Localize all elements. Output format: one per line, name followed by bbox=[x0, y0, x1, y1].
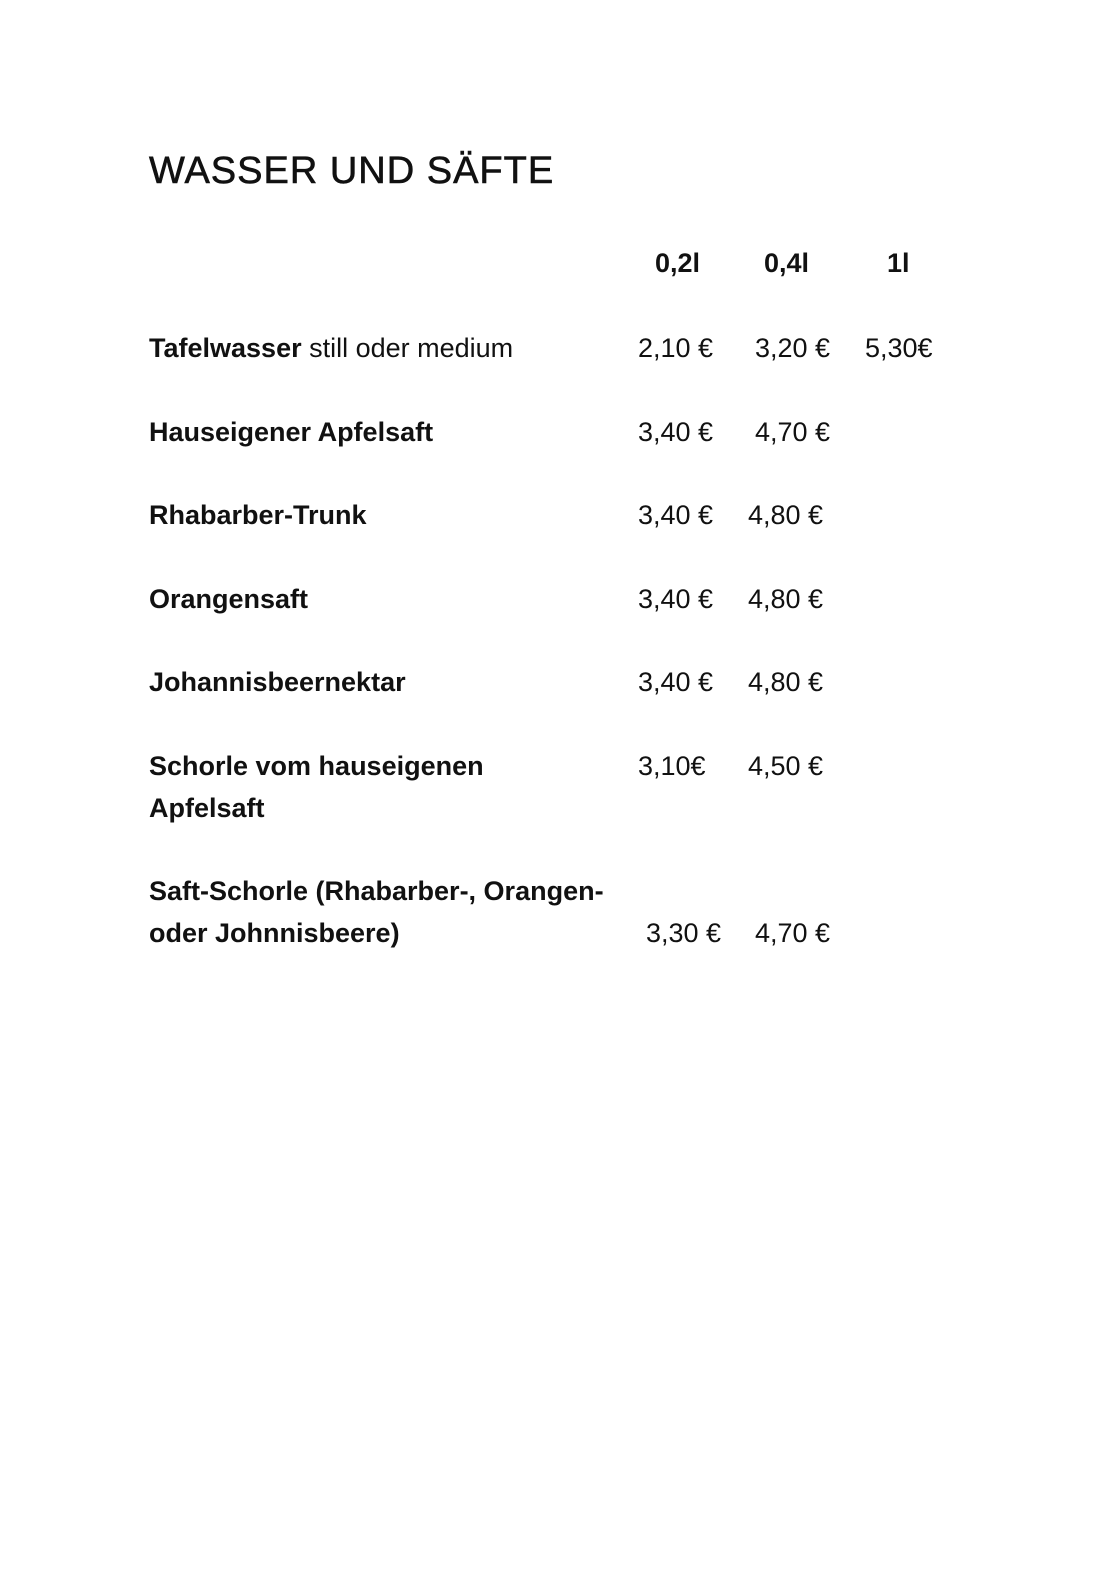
price-0-4l: 4,70 € bbox=[755, 417, 831, 447]
menu-item-orangensaft bbox=[149, 578, 308, 620]
item-name-line: oder Johnnisbeere) bbox=[149, 918, 400, 948]
menu-item-saft-schorle bbox=[149, 870, 604, 954]
price-0-2l: 3,40 € bbox=[638, 500, 714, 530]
item-name-line: Apfelsaft bbox=[149, 793, 265, 823]
price-0-4l: 4,80 € bbox=[748, 667, 824, 697]
menu-item-tafelwasser bbox=[149, 327, 513, 369]
item-name: Hauseigener Apfelsaft bbox=[149, 417, 434, 447]
menu-item-apfelsaft-schorle bbox=[149, 745, 484, 829]
price-0-2l: 2,10 € bbox=[638, 333, 714, 363]
menu-item-apfelsaft bbox=[149, 411, 433, 453]
price-0-2l: 3,10€ bbox=[638, 751, 706, 781]
price-0-4l: 4,80 € bbox=[748, 500, 824, 530]
menu-item-rhabarber-trunk bbox=[149, 494, 367, 536]
price-0-4l: 4,70 € bbox=[755, 918, 831, 948]
item-name-line: Schorle vom hauseigenen bbox=[149, 751, 484, 781]
size-header-0-2l: 0,2l bbox=[655, 248, 701, 278]
page-title: WASSER UND SÄFTE bbox=[149, 150, 555, 192]
price-0-4l: 3,20 € bbox=[755, 333, 831, 363]
item-name: Tafelwasser bbox=[149, 333, 302, 363]
price-1l: 5,30€ bbox=[865, 333, 933, 363]
item-name: Rhabarber-Trunk bbox=[149, 500, 367, 530]
price-0-4l: 4,50 € bbox=[748, 751, 824, 781]
item-name: Johannisbeernektar bbox=[149, 667, 406, 697]
size-header-1l: 1l bbox=[887, 248, 910, 278]
size-header-0-4l: 0,4l bbox=[764, 248, 810, 278]
price-0-2l: 3,40 € bbox=[638, 667, 714, 697]
price-0-2l: 3,40 € bbox=[638, 417, 714, 447]
item-description: still oder medium bbox=[309, 333, 514, 363]
item-name: Orangensaft bbox=[149, 584, 309, 614]
price-0-2l: 3,40 € bbox=[638, 584, 714, 614]
item-name-line: Saft-Schorle (Rhabarber-, Orangen- bbox=[149, 876, 604, 906]
price-0-4l: 4,80 € bbox=[748, 584, 824, 614]
menu-item-johannisbeernektar bbox=[149, 661, 406, 703]
price-0-2l: 3,30 € bbox=[646, 918, 722, 948]
